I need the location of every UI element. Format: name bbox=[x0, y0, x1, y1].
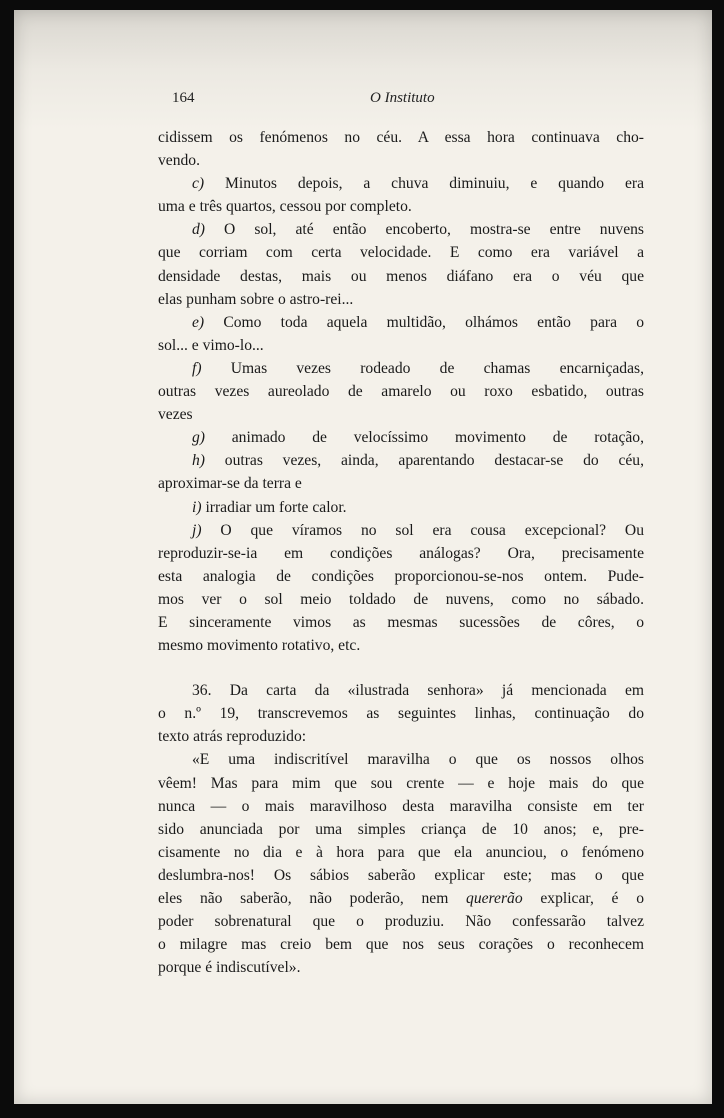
item-label: h) bbox=[192, 452, 205, 470]
quote-line: deslumbra-nos! Os sábios saberão explicar este; mas o que bbox=[158, 866, 644, 884]
item-text: animado de velocíssimo movimento de rotação, bbox=[231, 429, 644, 447]
text-line: elas punham sobre o astro-rei... bbox=[158, 290, 354, 308]
text-line: cidissem os fenómenos no céu. A essa hora continuava cho- bbox=[158, 129, 644, 146]
text-line: vezes bbox=[158, 406, 193, 424]
item-text: irradiar um forte calor. bbox=[205, 498, 347, 516]
quote-emphasis: quererão bbox=[466, 890, 523, 907]
page-header bbox=[172, 90, 654, 110]
text-line: aproximar-se da terra e bbox=[158, 475, 302, 493]
quote-text: eles não saberão, não poderão, nem bbox=[158, 890, 467, 907]
item-label: g) bbox=[192, 429, 205, 447]
quote-line: poder sobrenatural que o produziu. Não confessarão talvez bbox=[158, 913, 644, 931]
paragraph-36-line: 36. Da carta da «ilustrada senhora» já mencionada em bbox=[192, 682, 644, 700]
list-item-g bbox=[158, 426, 644, 449]
running-title: O Instituto bbox=[370, 90, 435, 106]
page-number: 164 bbox=[172, 90, 195, 106]
item-label: f) bbox=[192, 359, 202, 377]
quote-line bbox=[158, 887, 644, 910]
item-label: j) bbox=[192, 521, 202, 539]
text-line: texto atrás reproduzido: bbox=[158, 728, 307, 746]
list-item-e bbox=[158, 311, 644, 334]
item-text: Como toda aquela multidão, olhámos então para o bbox=[223, 313, 644, 331]
text-line: vendo. bbox=[158, 152, 201, 170]
quote-text: explicar, é o bbox=[522, 890, 644, 907]
text-line: uma e três quartos, cessou por completo. bbox=[158, 198, 412, 216]
list-item-i bbox=[158, 496, 644, 519]
item-text: outras vezes, ainda, aparentando destacar-se do céu, bbox=[224, 452, 644, 470]
item-text: Umas vezes rodeado de chamas encarniçadas, bbox=[230, 359, 644, 377]
text-line: densidade destas, mais ou menos diáfano era o véu que bbox=[158, 267, 644, 285]
item-label: d) bbox=[192, 221, 205, 239]
text-line: o n.º 19, transcrevemos as seguintes linhas, continuação do bbox=[158, 705, 644, 723]
text-line: mesmo movimento rotativo, etc. bbox=[158, 637, 361, 655]
text-line: sol... e vimo-lo... bbox=[158, 336, 264, 354]
list-item-f bbox=[158, 357, 644, 380]
quote-line: porque é indiscutível». bbox=[158, 959, 301, 977]
list-item-d bbox=[158, 218, 644, 241]
list-item-h bbox=[158, 449, 644, 472]
list-item-j bbox=[158, 519, 644, 542]
text-line: que corriam com certa velocidade. E como era variável a bbox=[158, 244, 644, 262]
quote-line: o milagre mas creio bem que nos seus corações o reconhecem bbox=[158, 936, 644, 954]
text-line: mos ver o sol meio toldado de nuvens, como no sábado. bbox=[158, 590, 644, 608]
item-label: e) bbox=[192, 313, 205, 331]
quote-line: nunca — o mais maravilhoso desta maravilha consiste em ter bbox=[158, 797, 644, 815]
quote-line: cisamente no dia e à hora para que ela anunciou, o fenómeno bbox=[158, 843, 644, 861]
item-text: O que víramos no sol era cousa excepcional? Ou bbox=[220, 521, 644, 539]
item-text: Minutos depois, a chuva diminuiu, e quando era bbox=[225, 175, 644, 193]
item-text: O sol, até então encoberto, mostra-se entre nuvens bbox=[224, 221, 644, 239]
quote-line: vêem! Mas para mim que sou crente — e hoje mais do que bbox=[158, 774, 644, 792]
body-text bbox=[158, 126, 644, 979]
quote-line: sido anunciada por uma simples criança de 10 anos; e, pre- bbox=[158, 820, 644, 838]
item-label: i) bbox=[192, 498, 202, 516]
item-label: c) bbox=[192, 175, 205, 193]
quote-line: «E uma indiscritível maravilha o que os nossos olhos bbox=[192, 751, 644, 769]
text-line: outras vezes aureolado de amarelo ou roxo esbatido, outras bbox=[158, 383, 644, 401]
paragraph-gap bbox=[158, 657, 644, 679]
text-line: reproduzir-se-ia em condições análogas? Ora, precisamente bbox=[158, 544, 644, 562]
text-line: esta analogia de condições proporcionou-se-nos ontem. Pude- bbox=[158, 567, 644, 585]
text-line: E sinceramente vimos as mesmas sucessões de côres, o bbox=[158, 613, 644, 631]
list-item-c bbox=[158, 172, 644, 195]
